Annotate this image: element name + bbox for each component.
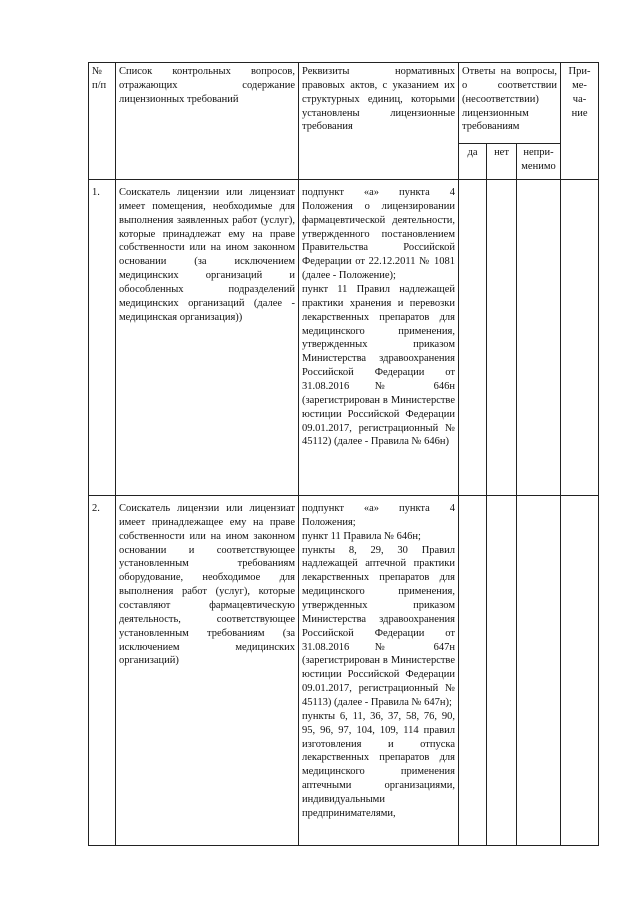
header-not-applicable: непри- менимо <box>517 144 561 180</box>
license-requirements-table <box>88 62 599 846</box>
row-question: Соискатель лицензии или лицензиат имеет принадлежащее ему на праве собственности или на ином законном основании и соответствующее установленным требованиям оборудование, необходимое для выполнения работ (услуг), которые составляют фармацевтическую деятельность, соответствующее установленным требованиям (за исключением медицинских организаций) <box>116 496 299 846</box>
row-answer-yes <box>459 180 487 496</box>
header-requisites: Реквизиты нормативных правовых актов, с указанием их структурных единиц, которыми установлены лицензионные требования <box>299 63 459 180</box>
row-num: 2. <box>89 496 116 846</box>
header-yes: да <box>459 144 487 180</box>
row-note <box>561 180 599 496</box>
table-row <box>89 180 599 496</box>
header-no: нет <box>487 144 517 180</box>
row-answer-na <box>517 496 561 846</box>
row-answer-na <box>517 180 561 496</box>
row-note <box>561 496 599 846</box>
header-row-1 <box>89 63 599 144</box>
row-answer-yes <box>459 496 487 846</box>
header-num: № п/п <box>89 63 116 180</box>
row-requisites: подпункт «а» пункта 4 Положения о лицензировании фармацевтической деятельности, утвержденного постановлением Правительства Российской Федерации от 22.12.2011 № 1081 (далее - Положение); пункт 11 Правил надлежащей практики хранения и перевозки лекарственных препаратов для медицинского применения, утвержденных приказом Министерства здравоохранения Российской Федерации от 31.08.2016 № 646н (зарегистрирован в Министерстве юстиции Российской Федерации 09.01.2017, регистрационный № 45112) (далее - Правила № 646н) <box>299 180 459 496</box>
header-note: При- ме- ча- ние <box>561 63 599 180</box>
table-row <box>89 496 599 846</box>
row-answer-no <box>487 180 517 496</box>
row-requisites: подпункт «а» пункта 4 Положения; пункт 11 Правила № 646н; пункты 8, 29, 30 Правил надлежащей аптечной практики лекарственных препаратов для медицинского применения, утвержденных приказом Министерства здравоохранения Российской Федерации от 31.08.2016 № 647н (зарегистрирован в Министерстве юстиции Российской Федерации 09.01.2017, регистрационный № 45113) (далее - Правила № 647н); пункты 6, 11, 36, 37, 58, 76, 90, 95, 96, 97, 104, 109, 114 правил изготовления и отпуска лекарственных препаратов для медицинского применения аптечными организациями, индивидуальными предпринимателями, <box>299 496 459 846</box>
header-questions: Список контрольных вопросов, отражающих содержание лицензионных требований <box>116 63 299 180</box>
row-answer-no <box>487 496 517 846</box>
row-num: 1. <box>89 180 116 496</box>
header-answers-group: Ответы на вопросы, о соответствии (несоответствии) лицензионным требованиям <box>459 63 561 144</box>
row-question: Соискатель лицензии или лицензиат имеет помещения, необходимые для выполнения заявленных работ (услуг), которые принадлежат ему на праве собственности или на ином законном основании (за исключением медицинских организаций и обособленных подразделений медицинских организаций (далее - медицинская организация)) <box>116 180 299 496</box>
